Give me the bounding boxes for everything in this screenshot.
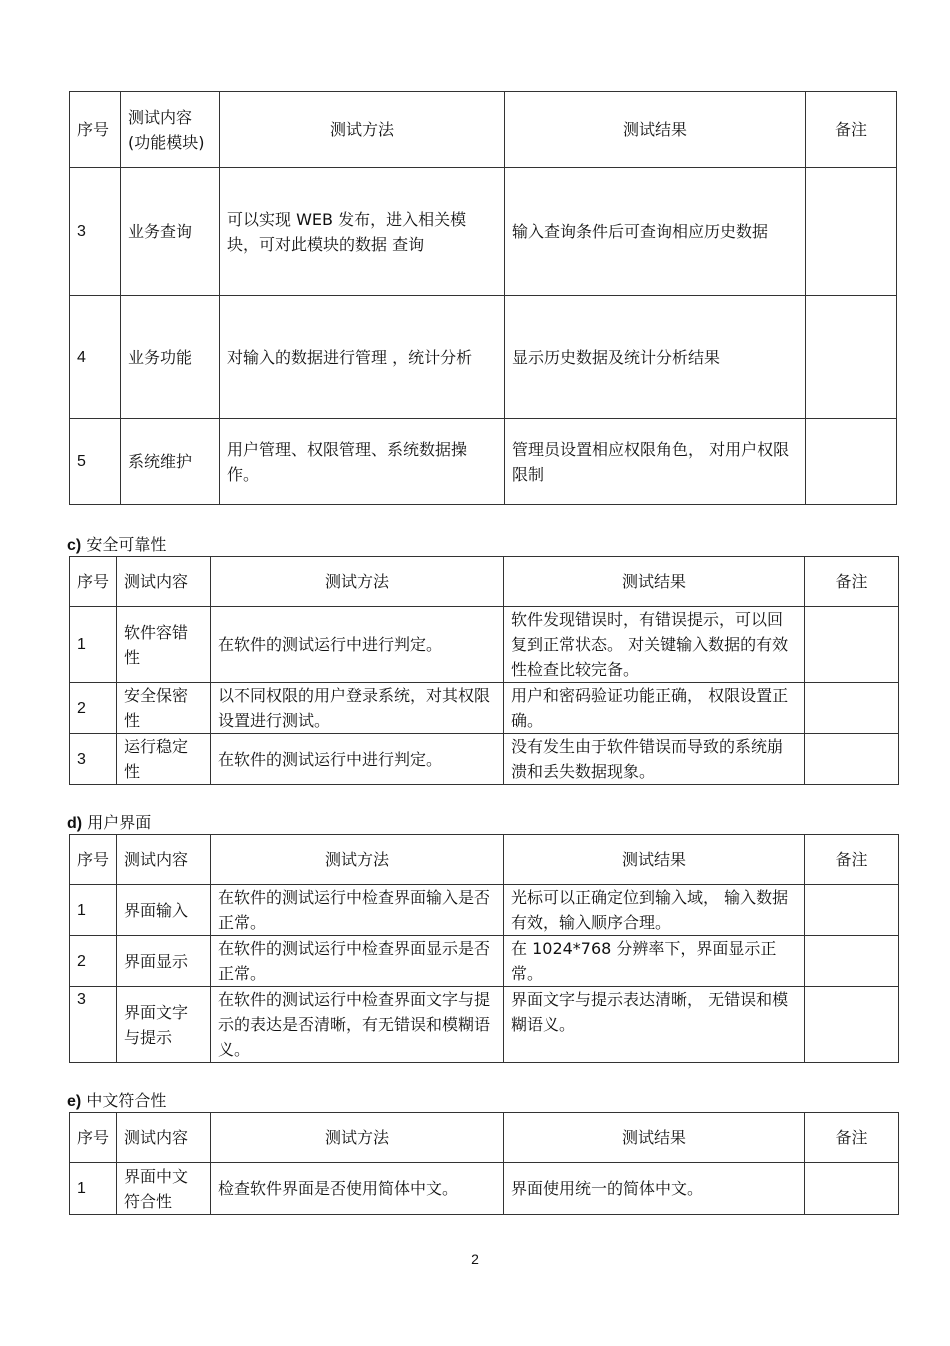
row-number: 3 [70,987,117,1063]
table-header-row [70,92,897,168]
test-result: 界面文字与提示表达清晰， 无错误和模糊语义。 [504,987,805,1063]
row-number: 1 [70,1163,117,1215]
test-item: 业务查询 [121,168,220,296]
header-cell: 测试结果 [504,835,805,885]
header-cell: 测试内容 [117,835,211,885]
table-row [70,734,899,785]
header-cell: 备注 [805,557,899,607]
row-number: 5 [70,419,121,505]
header-cell: 序号 [70,1113,117,1163]
row-number: 1 [70,885,117,936]
test-item: 业务功能 [121,296,220,419]
test-result: 输入查询条件后可查询相应历史数据 [505,168,806,296]
test-result: 管理员设置相应权限角色， 对用户权限限制 [505,419,806,505]
row-number: 2 [70,936,117,987]
table-header-row [70,557,899,607]
table-row [70,607,899,683]
header-cell: 测试结果 [505,92,806,168]
header-cell: 测试方法 [211,835,504,885]
test-item: 界面显示 [117,936,211,987]
test-method: 用户管理、权限管理、系统数据操作。 [220,419,505,505]
test-note [805,734,899,785]
row-number: 3 [70,168,121,296]
section-title: 安全可靠性 [86,535,167,554]
test-item: 软件容错性 [117,607,211,683]
table-row [70,419,897,505]
table-row [70,683,899,734]
test-note [805,936,899,987]
table-row [70,168,897,296]
table-row [70,296,897,419]
row-number: 1 [70,607,117,683]
test-method: 在软件的测试运行中检查界面文字与提示的表达是否清晰，有无错误和模糊语义。 [211,987,504,1063]
functional-test-table [69,91,897,505]
header-cell: 测试方法 [211,1113,504,1163]
section-marker: c) [67,537,82,554]
header-cell: 测试结果 [504,557,805,607]
test-method: 检查软件界面是否使用简体中文。 [211,1163,504,1215]
test-result: 软件发现错误时，有错误提示，可以回复到正常状态。 对关键输入数据的有效性检查比较完备。 [504,607,805,683]
section-marker: e) [67,1093,82,1110]
test-method: 在软件的测试运行中检查界面显示是否正常。 [211,936,504,987]
section-heading-d [67,813,151,834]
table-row [70,936,899,987]
page-number: 2 [471,1251,479,1267]
header-cell: 备注 [805,1113,899,1163]
test-result: 界面使用统一的简体中文。 [504,1163,805,1215]
test-item: 界面中文符合性 [117,1163,211,1215]
row-number: 4 [70,296,121,419]
test-item: 系统维护 [121,419,220,505]
section-heading-c [67,535,166,556]
test-method: 在软件的测试运行中检查界面输入是否正常。 [211,885,504,936]
header-cell: 测试方法 [211,557,504,607]
test-item: 界面文字与提示 [117,987,211,1063]
test-note [805,885,899,936]
section-marker: d) [67,815,83,832]
header-cell: 测试方法 [220,92,505,168]
section-title: 用户界面 [87,813,152,832]
test-item: 安全保密性 [117,683,211,734]
chinese-compliance-table [69,1112,899,1215]
header-cell: 测试内容 [117,1113,211,1163]
table-header-row [70,835,899,885]
test-result: 在 1024*768 分辨率下，界面显示正常。 [504,936,805,987]
header-cell: 测试内容(功能模块) [121,92,220,168]
header-cell: 序号 [70,557,117,607]
row-number: 3 [70,734,117,785]
test-note [805,607,899,683]
test-note [806,168,897,296]
test-method: 以不同权限的用户登录系统，对其权限设置进行测试。 [211,683,504,734]
test-item: 界面输入 [117,885,211,936]
table-row [70,885,899,936]
test-note [805,987,899,1063]
test-method: 在软件的测试运行中进行判定。 [211,607,504,683]
header-cell: 备注 [805,835,899,885]
test-method: 在软件的测试运行中进行判定。 [211,734,504,785]
test-method: 对输入的数据进行管理 ，统计分析 [220,296,505,419]
ui-test-table [69,834,899,1063]
test-item: 运行稳定性 [117,734,211,785]
test-result: 光标可以正确定位到输入域， 输入数据有效，输入顺序合理。 [504,885,805,936]
test-note [806,419,897,505]
test-result: 用户和密码验证功能正确， 权限设置正确。 [504,683,805,734]
security-test-table [69,556,899,785]
section-title: 中文符合性 [86,1091,167,1110]
row-number: 2 [70,683,117,734]
section-heading-e [67,1091,166,1112]
header-cell: 序号 [70,835,117,885]
header-cell: 备注 [806,92,897,168]
test-result: 显示历史数据及统计分析结果 [505,296,806,419]
test-note [806,296,897,419]
table-header-row [70,1113,899,1163]
table-row [70,987,899,1063]
header-cell: 测试结果 [504,1113,805,1163]
header-cell: 序号 [70,92,121,168]
test-method: 可以实现 WEB 发布，进入相关模块，可对此模块的数据 查询 [220,168,505,296]
test-note [805,1163,899,1215]
test-result: 没有发生由于软件错误而导致的系统崩溃和丢失数据现象。 [504,734,805,785]
table-row [70,1163,899,1215]
header-cell: 测试内容 [117,557,211,607]
test-note [805,683,899,734]
